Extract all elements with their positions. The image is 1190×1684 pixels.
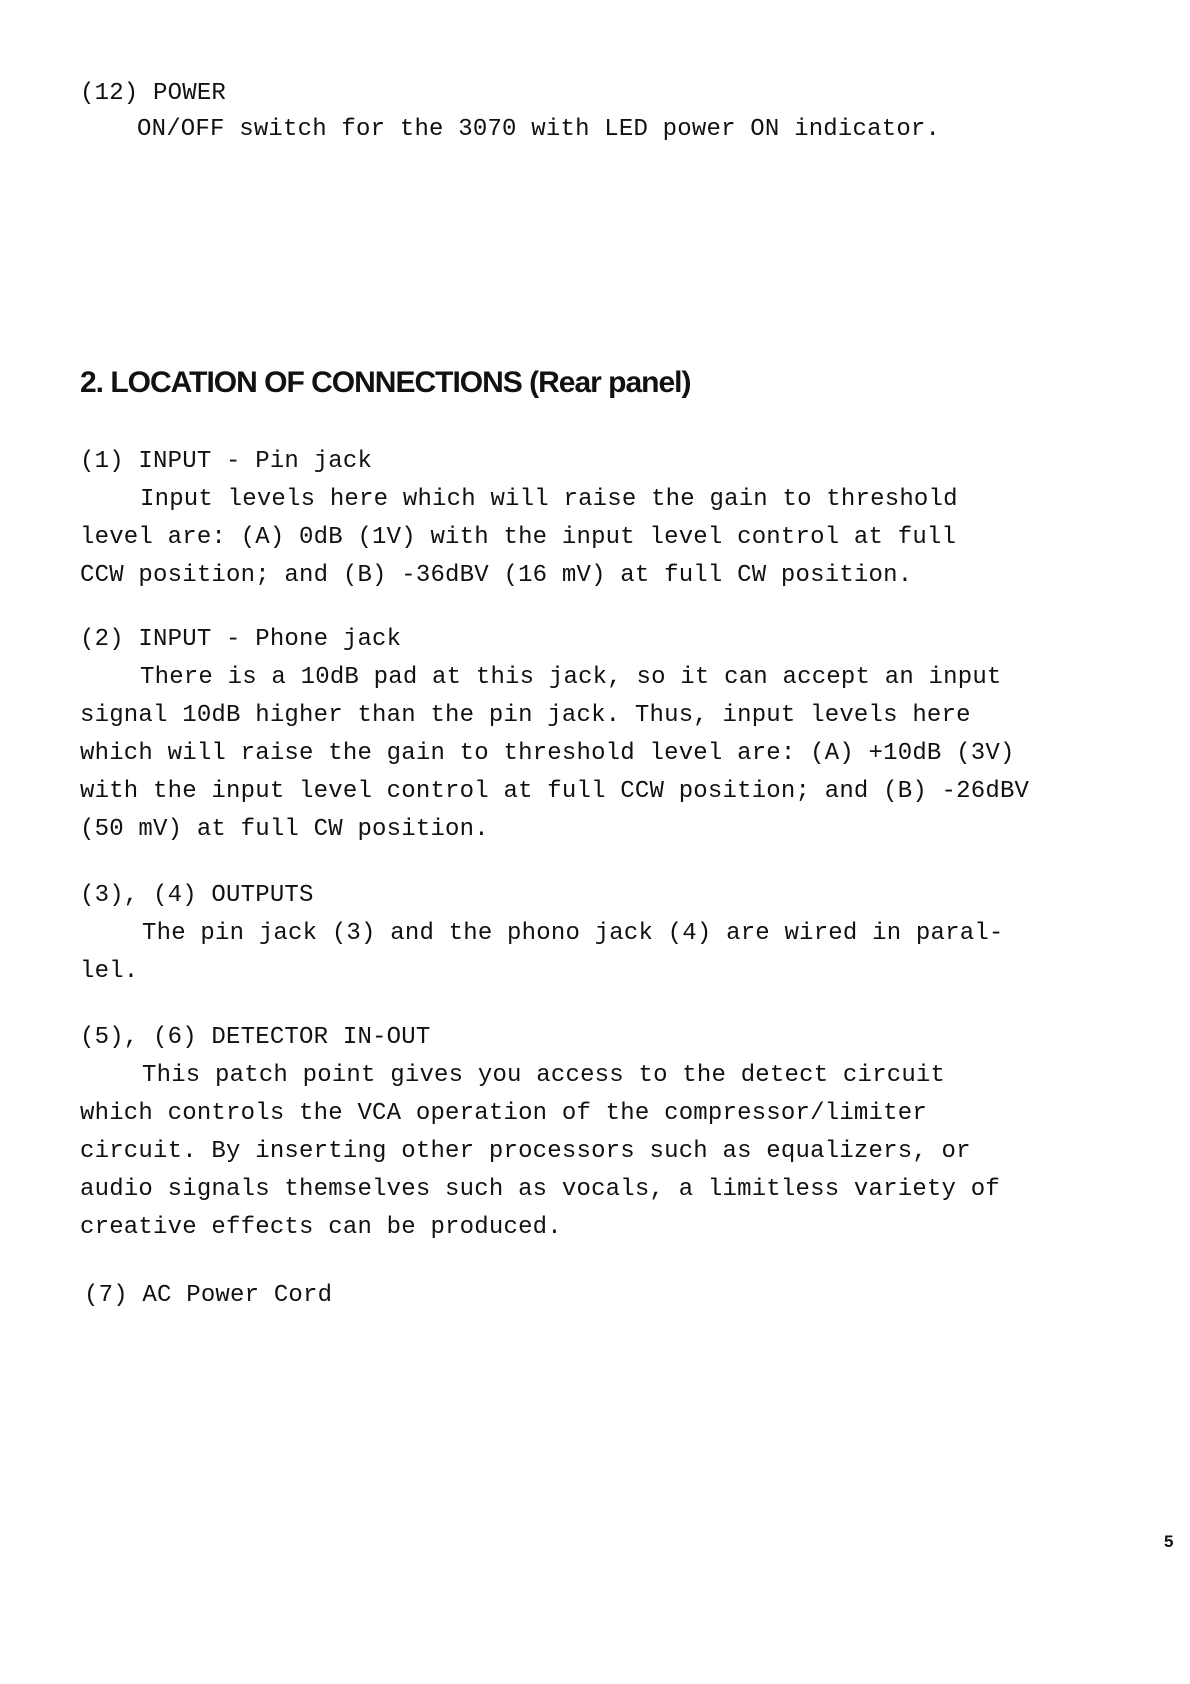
- item-body-line: Input levels here which will raise the gain to threshold: [140, 486, 958, 513]
- item-body-line: which controls the VCA operation of the compressor/limiter: [80, 1100, 927, 1127]
- item-title-input-pin-jack: (1) INPUT - Pin jack: [80, 448, 373, 475]
- item-title-input-phone-jack: (2) INPUT - Phone jack: [80, 626, 402, 653]
- item-body-line: circuit. By inserting other processors such as equalizers, or: [80, 1138, 971, 1165]
- item-body-line: The pin jack (3) and the phono jack (4) are wired in paral-: [142, 920, 1004, 947]
- item-body-line: This patch point gives you access to the detect circuit: [142, 1062, 946, 1089]
- item-body-line: level are: (A) 0dB (1V) with the input level control at full: [80, 524, 957, 551]
- page-number: 5: [1164, 1532, 1174, 1551]
- item-body-line: audio signals themselves such as vocals, a limitless variety of: [80, 1176, 1000, 1203]
- item-body-line: There is a 10dB pad at this jack, so it can accept an input: [140, 664, 1002, 691]
- item-body-line: signal 10dB higher than the pin jack. Thus, input levels here: [80, 702, 971, 729]
- item-body-line: creative effects can be produced.: [80, 1214, 562, 1241]
- item-body-line: (50 mV) at full CW position.: [80, 816, 489, 843]
- item-title-detector-in-out: (5), (6) DETECTOR IN-OUT: [80, 1024, 431, 1051]
- item-body-line: lel.: [80, 958, 139, 985]
- item-body-line: ON/OFF switch for the 3070 with LED power ON indicator.: [137, 116, 941, 143]
- item-body-line: with the input level control at full CCW position; and (B) -26dBV: [80, 778, 1030, 805]
- item-title-power: (12) POWER: [80, 80, 227, 107]
- item-body-line: which will raise the gain to threshold level are: (A) +10dB (3V): [80, 740, 1015, 767]
- section-heading: 2. LOCATION OF CONNECTIONS (Rear panel): [80, 366, 691, 399]
- item-title-ac-power-cord: (7) AC Power Cord: [84, 1282, 333, 1309]
- item-body-line: CCW position; and (B) -36dBV (16 mV) at full CW position.: [80, 562, 913, 589]
- item-title-outputs: (3), (4) OUTPUTS: [80, 882, 314, 909]
